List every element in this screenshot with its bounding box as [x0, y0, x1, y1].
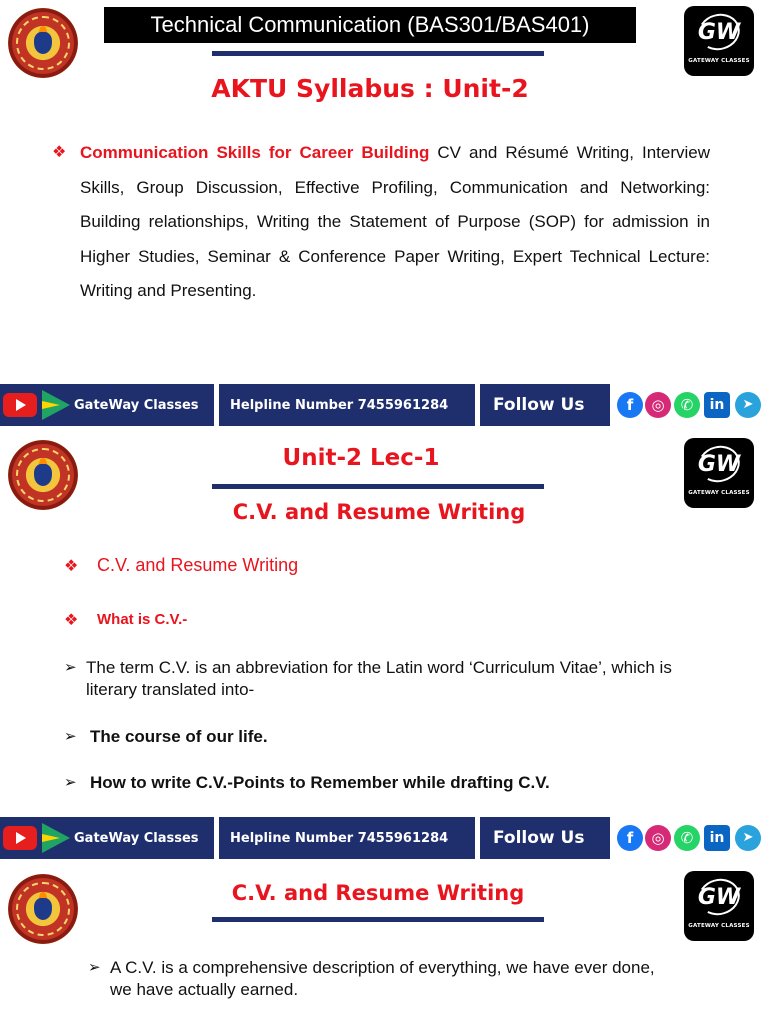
- helpline-box: [219, 817, 475, 859]
- follow-us-label: Follow Us: [493, 828, 585, 848]
- arrow-bullet-icon: ➢: [64, 773, 77, 791]
- cv-definition: The term C.V. is an abbreviation for the Latin word ‘Curriculum Vitae’, which is literary translated into-: [86, 658, 672, 699]
- gw-logo-subtitle: GATEWAY CLASSES: [688, 923, 750, 929]
- instagram-icon[interactable]: ◎: [645, 392, 671, 418]
- telegram-icon[interactable]: ➤: [735, 825, 761, 851]
- gw-logo-subtitle: GATEWAY CLASSES: [688, 490, 750, 496]
- whatsapp-icon[interactable]: ✆: [674, 392, 700, 418]
- youtube-icon[interactable]: [3, 826, 37, 850]
- channel-name: GateWay Classes: [74, 397, 199, 413]
- diamond-bullet-icon: ❖: [52, 142, 67, 161]
- channel-name: GateWay Classes: [74, 830, 199, 846]
- helpline-number: Helpline Number 7455961284: [230, 397, 449, 413]
- social-icons: [610, 817, 768, 859]
- cv-howto: How to write C.V.-Points to Remember while drafting C.V.: [90, 773, 550, 792]
- follow-box: [480, 384, 610, 426]
- section-heading: C.V. and Resume Writing: [232, 500, 526, 524]
- gw-logo-subtitle: GATEWAY CLASSES: [688, 58, 750, 64]
- diamond-bullet-icon: ❖: [64, 610, 79, 629]
- syllabus-highlight: Communication Skills for Career Building: [80, 143, 430, 162]
- course-title: Technical Communication (BAS301/BAS401): [104, 7, 636, 43]
- helpline-number: Helpline Number 7455961284: [230, 830, 449, 846]
- follow-box: [480, 817, 610, 859]
- helpline-box: [219, 384, 475, 426]
- diamond-bullet-icon: ❖: [64, 556, 79, 575]
- whatsapp-icon[interactable]: ✆: [674, 825, 700, 851]
- footer-bar: [0, 384, 768, 426]
- gw-logo-text: GW: [697, 20, 741, 45]
- section-heading: C.V. and Resume Writing: [231, 881, 525, 905]
- instagram-icon[interactable]: ◎: [645, 825, 671, 851]
- syllabus-heading: AKTU Syllabus : Unit-2: [211, 74, 529, 103]
- youtube-icon[interactable]: [3, 393, 37, 417]
- linkedin-icon[interactable]: in: [704, 392, 730, 418]
- follow-us-label: Follow Us: [493, 395, 585, 415]
- arrow-bullet-icon: ➢: [64, 658, 77, 676]
- telegram-icon[interactable]: ➤: [735, 392, 761, 418]
- syllabus-paragraph: [80, 136, 710, 309]
- university-logo: [8, 8, 78, 78]
- heading-underline: [212, 484, 544, 489]
- heading-underline: [212, 917, 544, 922]
- cv-description: A C.V. is a comprehensive description of everything, we have ever done, we have actually earned.: [110, 958, 655, 999]
- topic-item: What is C.V.-: [97, 611, 188, 628]
- footer-bar: [0, 817, 768, 859]
- syllabus-text: CV and Résumé Writing, Interview Skills, Group Discussion, Effective Profiling, Communication and Networking: Building relationships, Writing the Statement of Purpose (SOP) for admission in Higher Studies, Seminar & Conference Paper Writing, Expert Technical Lecture: Writing and Presenting.: [80, 143, 711, 300]
- social-icons: [610, 384, 768, 426]
- play-store-icon[interactable]: [42, 390, 70, 420]
- gw-logo-text: GW: [697, 885, 741, 910]
- arrow-bullet-icon: ➢: [88, 958, 101, 976]
- cv-meaning: The course of our life.: [90, 727, 268, 746]
- gateway-logo: [684, 6, 754, 76]
- topic-item: C.V. and Resume Writing: [97, 555, 299, 575]
- gateway-logo: [684, 871, 754, 941]
- gw-logo-text: GW: [697, 452, 741, 477]
- linkedin-icon[interactable]: in: [704, 825, 730, 851]
- play-store-icon[interactable]: [42, 823, 70, 853]
- lecture-heading: Unit-2 Lec-1: [282, 445, 440, 471]
- title-underline: [212, 51, 544, 56]
- facebook-icon[interactable]: f: [617, 392, 643, 418]
- channel-box[interactable]: [0, 384, 214, 426]
- channel-box[interactable]: [0, 817, 214, 859]
- facebook-icon[interactable]: f: [617, 825, 643, 851]
- arrow-bullet-icon: ➢: [64, 727, 77, 745]
- gateway-logo: [684, 438, 754, 508]
